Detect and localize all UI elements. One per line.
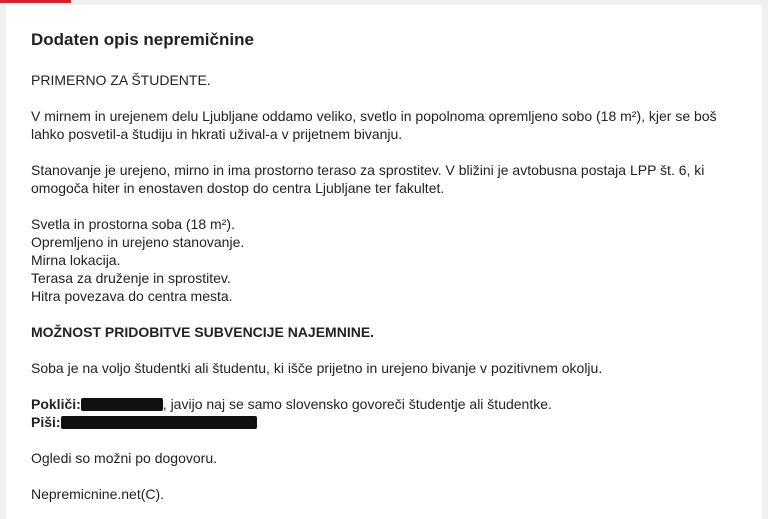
- redacted-email: [61, 416, 257, 429]
- source-footer: Nepremicnine.net(C).: [31, 486, 165, 502]
- contact-block: [31, 395, 737, 431]
- write-label: Piši:: [31, 414, 61, 430]
- subsidy-note: MOŽNOST PRIDOBITVE SUBVENCIJE NAJEMNINE.: [31, 324, 375, 340]
- active-tab-indicator: [0, 0, 71, 3]
- contact-write-line: [31, 413, 737, 431]
- viewing-note: Ogledi so možni po dogovoru.: [31, 450, 217, 466]
- description-paragraph-2: Stanovanje je urejeno, mirno in ima prostorno teraso za sprostitev. V bližini je avtobusna postaja LPP št. 6, ki omogoča hiter in enostaven dostop do centra Ljubljane ter fakultet.: [31, 162, 705, 196]
- feature-item: Mirna lokacija.: [31, 252, 121, 268]
- description-paragraph-1: V mirnem in urejenem delu Ljubljane oddamo veliko, svetlo in popolnoma opremljeno sobo (18 m²), kjer se boš lahko posvetil-a študiju in hkrati užival-a v prijetnem bivanju.: [31, 108, 717, 142]
- call-note: , javijo naj se samo slovensko govoreči študentje ali študentke.: [162, 396, 552, 412]
- call-label: Pokliči:: [31, 396, 81, 412]
- contact-call-line: [31, 395, 737, 413]
- intro-line: PRIMERNO ZA ŠTUDENTE.: [31, 72, 211, 88]
- redacted-phone: [81, 398, 163, 411]
- feature-item: Opremljeno in urejeno stanovanje.: [31, 234, 245, 250]
- feature-list: [31, 215, 737, 305]
- feature-item: Terasa za druženje in sprostitev.: [31, 270, 231, 286]
- description-card: [6, 5, 762, 519]
- feature-item: Hitra povezava do centra mesta.: [31, 288, 233, 304]
- description-paragraph-3: Soba je na voljo študentki ali študentu, ki išče prijetno in urejeno bivanje v pozitivnem okolju.: [31, 360, 603, 376]
- section-title: Dodaten opis nepremičnine: [31, 30, 254, 49]
- feature-item: Svetla in prostorna soba (18 m²).: [31, 216, 235, 232]
